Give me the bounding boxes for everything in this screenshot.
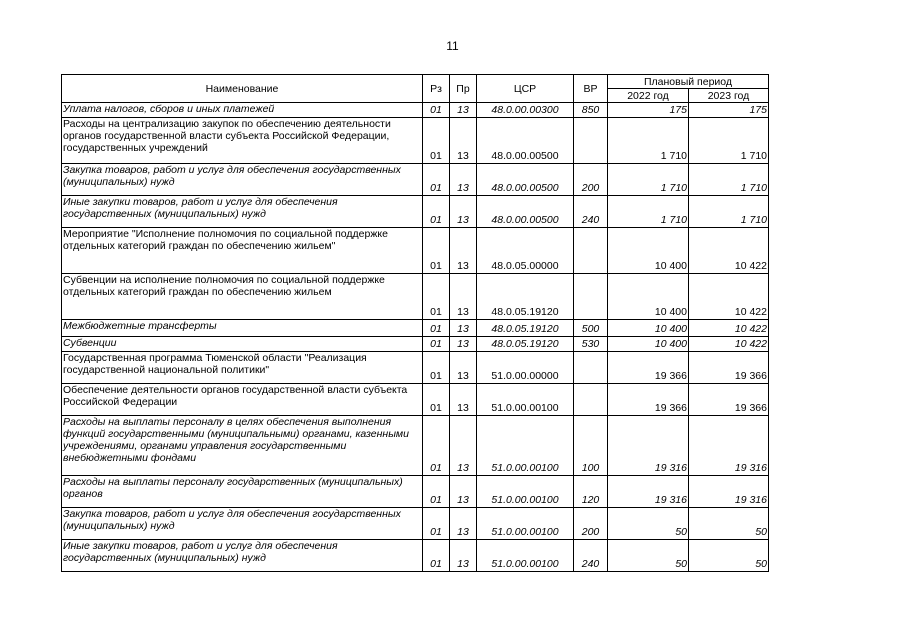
table-row [62,274,769,320]
row-csr: 51.0.00.00100 [477,416,574,476]
header-year-2023: 2023 год [689,89,769,103]
row-rz: 01 [423,337,450,352]
row-name: Закупка товаров, работ и услуг для обеспечения государственных (муниципальных) нужд [62,164,423,196]
row-vr: 850 [574,103,608,118]
table-row [62,508,769,540]
row-pr: 13 [450,476,477,508]
row-csr: 51.0.00.00000 [477,352,574,384]
table-row [62,103,769,118]
row-csr: 48.0.05.19120 [477,320,574,337]
row-pr: 13 [450,118,477,164]
row-pr: 13 [450,103,477,118]
table-row [62,384,769,416]
row-rz: 01 [423,103,450,118]
row-pr: 13 [450,164,477,196]
row-pr: 13 [450,196,477,228]
row-value-2022: 1 710 [608,118,689,164]
row-value-2022: 50 [608,508,689,540]
row-vr [574,228,608,274]
header-pr: Пр [450,75,477,103]
row-vr: 240 [574,540,608,572]
row-value-2022: 19 316 [608,476,689,508]
header-vr: ВР [574,75,608,103]
row-value-2023: 1 710 [689,164,769,196]
row-value-2023: 175 [689,103,769,118]
row-pr: 13 [450,540,477,572]
table-body [62,103,769,572]
table-row [62,164,769,196]
row-name: Мероприятие "Исполнение полномочия по социальной поддержке отдельных категорий граждан по обеспечению жильем" [62,228,423,274]
row-value-2022: 10 400 [608,274,689,320]
row-vr: 240 [574,196,608,228]
row-rz: 01 [423,384,450,416]
row-value-2023: 50 [689,540,769,572]
row-value-2023: 1 710 [689,118,769,164]
row-vr: 500 [574,320,608,337]
row-value-2023: 10 422 [689,274,769,320]
row-csr: 51.0.00.00100 [477,476,574,508]
table-row [62,540,769,572]
row-value-2022: 1 710 [608,164,689,196]
row-vr: 530 [574,337,608,352]
row-rz: 01 [423,320,450,337]
row-pr: 13 [450,384,477,416]
table-row [62,118,769,164]
row-name: Уплата налогов, сборов и иных платежей [62,103,423,118]
row-rz: 01 [423,228,450,274]
row-rz: 01 [423,540,450,572]
row-value-2023: 10 422 [689,228,769,274]
row-csr: 48.0.00.00500 [477,164,574,196]
row-vr [574,352,608,384]
row-value-2022: 50 [608,540,689,572]
table-row [62,196,769,228]
row-pr: 13 [450,337,477,352]
row-vr: 200 [574,164,608,196]
row-rz: 01 [423,508,450,540]
header-csr: ЦСР [477,75,574,103]
row-rz: 01 [423,416,450,476]
row-pr: 13 [450,228,477,274]
row-csr: 48.0.05.19120 [477,274,574,320]
row-name: Иные закупки товаров, работ и услуг для обеспечения государственных (муниципальных) нужд [62,540,423,572]
row-rz: 01 [423,196,450,228]
page-number: 11 [446,39,459,53]
row-value-2022: 10 400 [608,320,689,337]
row-csr: 48.0.00.00500 [477,196,574,228]
row-vr: 100 [574,416,608,476]
row-value-2023: 19 316 [689,416,769,476]
row-value-2023: 50 [689,508,769,540]
row-value-2023: 1 710 [689,196,769,228]
table-row [62,228,769,274]
header-year-2022: 2022 год [608,89,689,103]
row-name: Субвенции [62,337,423,352]
row-value-2022: 10 400 [608,228,689,274]
row-rz: 01 [423,164,450,196]
row-value-2022: 19 366 [608,352,689,384]
table-row [62,416,769,476]
row-rz: 01 [423,118,450,164]
row-name: Межбюджетные трансферты [62,320,423,337]
row-csr: 48.0.05.19120 [477,337,574,352]
row-csr: 48.0.00.00500 [477,118,574,164]
row-csr: 48.0.00.00300 [477,103,574,118]
row-name: Обеспечение деятельности органов государственной власти субъекта Российской Федерации [62,384,423,416]
row-pr: 13 [450,320,477,337]
row-vr [574,274,608,320]
row-csr: 51.0.00.00100 [477,508,574,540]
row-value-2022: 10 400 [608,337,689,352]
header-planned-period: Плановый период [608,75,769,89]
row-value-2023: 10 422 [689,320,769,337]
row-csr: 51.0.00.00100 [477,540,574,572]
row-pr: 13 [450,274,477,320]
row-name: Расходы на выплаты персоналу государственных (муниципальных) органов [62,476,423,508]
row-pr: 13 [450,352,477,384]
row-rz: 01 [423,476,450,508]
budget-table [61,74,769,572]
row-csr: 48.0.05.00000 [477,228,574,274]
header-rz: Рз [423,75,450,103]
row-name: Закупка товаров, работ и услуг для обеспечения государственных (муниципальных) нужд [62,508,423,540]
table-row [62,352,769,384]
row-vr [574,118,608,164]
table-row [62,320,769,337]
row-value-2023: 19 366 [689,352,769,384]
row-value-2023: 19 316 [689,476,769,508]
row-name: Государственная программа Тюменской области "Реализация государственной национальной политики" [62,352,423,384]
row-vr [574,384,608,416]
row-value-2022: 19 316 [608,416,689,476]
row-value-2022: 19 366 [608,384,689,416]
row-name: Расходы на выплаты персоналу в целях обеспечения выполнения функций государственными (муниципальными) органами, казенными учреждениями, органами управления государственными внебюджетными фондами [62,416,423,476]
table-row [62,337,769,352]
row-csr: 51.0.00.00100 [477,384,574,416]
row-pr: 13 [450,508,477,540]
row-name: Иные закупки товаров, работ и услуг для обеспечения государственных (муниципальных) нужд [62,196,423,228]
table-row [62,476,769,508]
row-value-2022: 175 [608,103,689,118]
header-name: Наименование [62,75,423,103]
row-rz: 01 [423,274,450,320]
row-value-2022: 1 710 [608,196,689,228]
row-vr: 120 [574,476,608,508]
row-pr: 13 [450,416,477,476]
row-name: Расходы на централизацию закупок по обеспечению деятельности органов государственной власти субъекта Российской Федерации, государственных учреждений [62,118,423,164]
row-value-2023: 10 422 [689,337,769,352]
row-rz: 01 [423,352,450,384]
row-name: Субвенции на исполнение полномочия по социальной поддержке отдельных категорий граждан по обеспечению жильем [62,274,423,320]
row-vr: 200 [574,508,608,540]
row-value-2023: 19 366 [689,384,769,416]
